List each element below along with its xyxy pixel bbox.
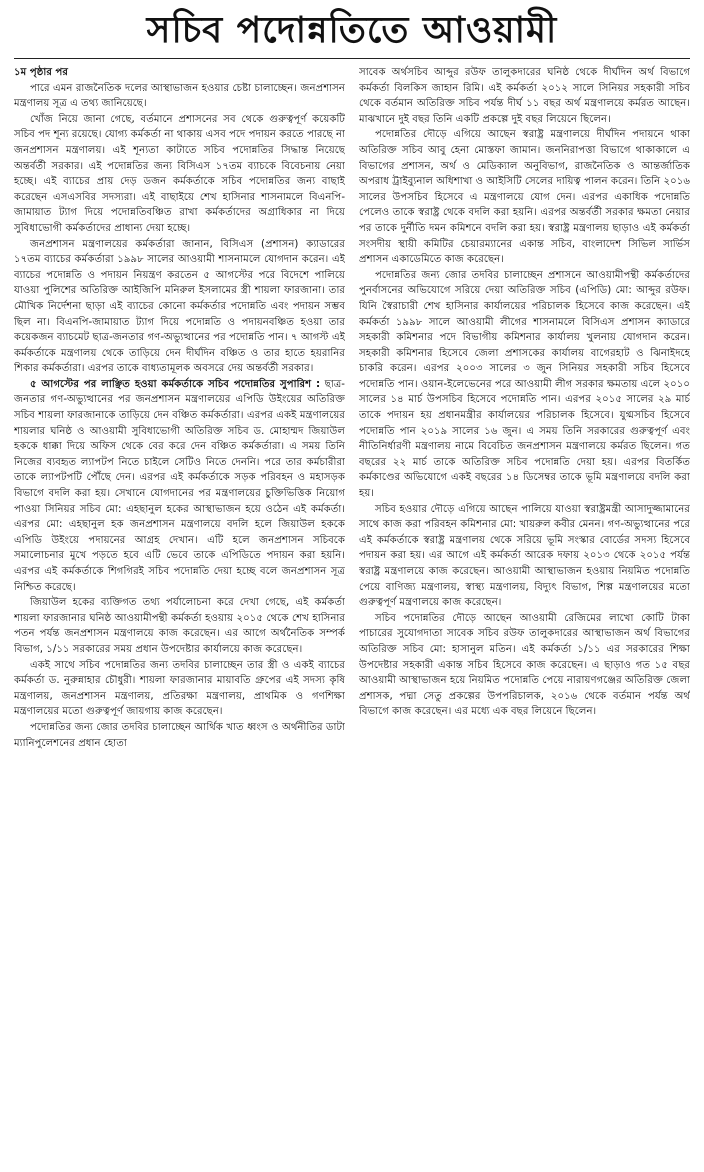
headline: সচিব পদোন্নতিতে আওয়ামী bbox=[146, 10, 558, 51]
headline-rule bbox=[14, 58, 690, 59]
article-paragraph: পারে এমন রাজনৈতিক দলের আস্থাভাজন হওয়ার চেষ্টা চালাচ্ছেন। জনপ্রশাসন মন্ত্রণালয় সূত্র এ তথ্য জানিয়েছে। bbox=[14, 82, 345, 110]
subhead-text: ছাত্র-জনতার গণ-অভ্যুত্থানের পর জনপ্রশাসন মন্ত্রণালয়ের এপিডি উইংয়ের অতিরিক্ত সচিব শায়লা ফারজানাকে তাড়িয়ে দেন বঞ্চিত কর্মকর্তারা। এরপর একই মন্ত্রণালয়ের শায়লার ঘনিষ্ঠ ও আওয়ামী সুবিধাভোগী অতিরিক্ত সচিব ড. মোহাম্মদ জিয়াউল হককে ধাক্কা দিয়ে অফিস থেকে বের করে দেন বঞ্চিত কর্মকর্তারা। এ সময় তিনি নিজের ব্যবহৃত ল্যাপটপ নিতে চাইলে সেটিও নিতে দেননি। পরে তার কর্মচারীরা তাকে ল্যাপটপটি পৌঁছে দেন। এরপর এই কর্মকর্তাকে সড়ক পরিবহন ও মহাসড়ক বিভাগে বদলি করা হয়। সেখানে যোগদানের পর মন্ত্রণালয়ের চুক্তিভিত্তিক নিয়োগ পাওয়া সিনিয়র সচিব মো: এহছানুল হকের আস্থাভাজন হয়ে ওঠেন এই কর্মকর্তা। এরপর মো: এহছানুল হক জনপ্রশাসন মন্ত্রণালয়ে বদলি হলে জিয়াউল হককে এপিডি উইংয়ে পদায়নের আগ্রহ দেখান। এটি হলে জনপ্রশাসন সচিবকে সমালোচনার মুখে পড়তে হবে এটি ভেবে তাকে এপিডিতে পদায়ন করা হয়নি। এরপর এই কর্মকর্তাকে শিগগিরই সচিব পদোন্নতি দেয়া হচ্ছে বলে জনপ্রশাসন সূত্র নিশ্চিত করেছে। bbox=[14, 378, 345, 593]
article-paragraph: সচিব হওয়ার দৌড়ে এগিয়ে আছেন পালিয়ে যাওয়া স্বরাষ্ট্রমন্ত্রী আসাদুজ্জামানের সাথে কাজ করা পরিবহন কমিশনার মো: খায়রুল কবীর মেনন। গণ-অভ্যুত্থানের পরে এই কর্মকর্তাকে স্বরাষ্ট্র মন্ত্রণালয় থেকে সরিয়ে ভূমি সংস্কার বোর্ডের সদস্য হিসেবে পদায়ন করা হয়। এর আগে এই কর্মকর্তা আরেক দফায় ২০১৩ থেকে ২০১৫ পর্যন্ত স্বরাষ্ট্র মন্ত্রণালয়ে কাজ করেছেন। আওয়ামী আস্থাভাজন হওয়ায় নিয়মিত পদোন্নতি পেয়ে বাণিজ্য মন্ত্রণালয়, স্বাস্থ্য মন্ত্রণালয়, বিদ্যুৎ বিভাগ, শিল্প মন্ত্রণালয়ের মতো গুরুত্বপূর্ণ মন্ত্রণালয়ে কাজ করেছেন। bbox=[359, 503, 690, 609]
article-paragraph: খোঁজ নিয়ে জানা গেছে, বর্তমানে প্রশাসনের সব থেকে গুরুত্বপূর্ণ কয়েকটি সচিব পদ শূন্য রয়েছে। যোগ্য কর্মকর্তা না থাকায় এসব পদে পদায়ন করতে পারছে না জনপ্রশাসন মন্ত্রণালয়। এই শূন্যতা কাটাতে সচিব পদোন্নতির সিদ্ধান্ত নিয়েছে অন্তর্বর্তী সরকার। এই পদোন্নতির জন্য বিসিএস ১৭তম ব্যাচকে বিবেচনায় নেয়া হচ্ছে। এই ব্যাচের প্রায় দেড় ডজন কর্মকর্তাকে সচিব পদোন্নতির জন্য বাছাই করেছেন এসএসবির সদস্যরা। এই বাছাইয়ে শেখ হাসিনার শাসনামলে বিএনপি-জামায়াত ট্যাগ দিয়ে পদোন্নতিবঞ্চিত রাখা কর্মকর্তাদের অগ্রাধিকার না দিয়ে সুবিধাভোগী কর্মকর্তাদের প্রাধান্য দেয়া হচ্ছে। bbox=[14, 113, 345, 234]
article-paragraph: সচিব পদোন্নতির দৌড়ে আছেন আওয়ামী রেজিমের লাখো কোটি টাকা পাচারের সুযোগদাতা সাবেক সচিব রউফ তালুকদারের আস্থাভাজন অর্থ বিভাগের অতিরিক্ত সচিব মো: হাসানুল মতিন। এই কর্মকর্তা ১/১১ এর সরকারের শিক্ষা উপদেষ্টার সহকারী একান্ত সচিব হিসেবে কাজ করেছেন। এ ছাড়াও গত ১৫ বছর আওয়ামী আস্থাভাজন হয়ে নিয়মিত পদোন্নতি পেয়ে নারায়ণগঞ্জের অতিরিক্ত জেলা প্রশাসক, পদ্মা সেতু প্রকল্পের উপপরিচালক, ২০১৬ থেকে বর্তমান পর্যন্ত অর্থ বিভাগে কাজ করেছেন। এর মধ্যে এক বছর লিয়েনে ছিলেন। bbox=[359, 612, 690, 718]
subhead-paragraph bbox=[14, 377, 345, 595]
continuation-line bbox=[14, 65, 345, 81]
article-paragraph: একই সাথে সচিব পদোন্নতির জন্য তদবির চালাচ্ছেন তার স্ত্রী ও একই ব্যাচের কর্মকর্তা ড. নুরুন্নাহার চৌধুরী। শায়লা ফারজানার মায়াবতি গ্রুপের এই সদস্য কৃষি মন্ত্রণালয়, জনপ্রশাসন মন্ত্রণালয়, প্রতিরক্ষা মন্ত্রণালয়, প্রাথমিক ও গণশিক্ষা মন্ত্রণালয়ের মতো গুরুত্বপূর্ণ জায়গায় কাজ করেছেন। bbox=[14, 659, 345, 718]
right-column bbox=[359, 65, 690, 1172]
article-paragraph: পদোন্নতির দৌড়ে এগিয়ে আছেন স্বরাষ্ট্র মন্ত্রণালয়ে দীর্ঘদিন পদায়নে থাকা অতিরিক্ত সচিব আবু হেনা মোস্তফা জামান। জননিরাপত্তা বিভাগে থাকাকালে এ বিভাগের প্রশাসন, অর্থ ও মেডিক্যাল অনুবিভাগ, রাজনৈতিক ও আন্তর্জাতিক অপরাধ ট্রাইব্যুনাল অধিশাখা ও আইসিটি সেলের দায়িত্ব পালন করেন। তিনি ২০১৬ সালের উপসচিব হিসেবে এ মন্ত্রণালয়ে যোগ দেন। এরপর একাধিক পদোন্নতি পেলেও তাকে স্বরাষ্ট্র থেকে বদলি করা হয়নি। এরপর অন্তর্বর্তী সরকার ক্ষমতা নেয়ার পর তাকে দুর্নীতি দমন কমিশনে বদলি করা হয়। স্বরাষ্ট্র মন্ত্রণালয় ছাড়াও এই কর্মকর্তা সংসদীয় স্থায়ী কমিটির চেয়ারম্যানের একান্ত সচিব, বাংলাদেশ সিভিল সার্ভিস প্রশাসন একাডেমিতে কাজ করেছেন। bbox=[359, 129, 690, 266]
article-paragraph: জিয়াউল হকের ব্যক্তিগত তথ্য পর্যালোচনা করে দেখা গেছে, এই কর্মকর্তা শায়লা ফারজানার ঘনিষ্ঠ আওয়ামীপন্থী কর্মকর্তা হওয়ায় ২০১৫ থেকে শেখ হাসিনার পতন পর্যন্ত জনপ্রশাসন মন্ত্রণালয়ে কাজ করেছেন। এর আগে অর্থনৈতিক সম্পর্ক বিভাগ, ১/১১ সরকারের সময় প্রধান উপদেষ্টার কার্যালয়ে কাজ করেছেন। bbox=[14, 597, 345, 655]
article-paragraph: পদোন্নতির জন্য জোর তদবির চালাচ্ছেন আর্থিক খাত ধ্বংস ও অর্থনীতির ডাটা ম্যানিপুলেশনের প্রধান হোতা bbox=[14, 721, 345, 749]
continued-from-label: ১ম পৃষ্ঠার পর bbox=[14, 67, 68, 78]
article-paragraph: জনপ্রশাসন মন্ত্রণালয়ের কর্মকর্তারা জানান, বিসিএস (প্রশাসন) ক্যাডারের ১৭তম ব্যাচের কর্মকর্তারা ১৯৯৮ সালের আওয়ামী শাসনামলে যোগদান করেন। এই ব্যাচের পদোন্নতি ও পদায়ন নিয়ন্ত্রণ করতেন ৫ আগস্টের পরে বিদেশে পালিয়ে যাওয়া পুলিশের অতিরিক্ত আইজিপি মনিরুল ইসলামের স্ত্রী শায়লা ফারজানা। তার মৌখিক নির্দেশনা ছাড়া এই ব্যাচের কোনো কর্মকর্তার পদোন্নতি এবং পদায়ন সম্ভব ছিল না। বিএনপি-জামায়াত ট্যাগ দিয়ে পদোন্নতি ও পদায়নবঞ্চিত হওয়া তার কয়েকজন ব্যাচমেট ছাত্র-জনতার গণ-অভ্যুত্থানের পর পদোন্নতি পান। ৭ আগস্ট এই কর্মকর্তাকে মন্ত্রণালয় থেকে তাড়িয়ে দেন দীর্ঘদিন বঞ্চিত ও তার হাতে হয়রানির শিকার কর্মকর্তারা। এরপর তাকে বাধ্যতামূলক অবসরে দেয় অন্তর্বর্তী সরকার। bbox=[14, 238, 345, 375]
article-paragraph: পদোন্নতির জন্য জোর তদবির চালাচ্ছেন প্রশাসনে আওয়ামীপন্থী কর্মকর্তাদের পুনর্বাসনের অভিযোগে সরিয়ে দেয়া অতিরিক্ত সচিব (এপিডি) মো: আব্দুর রউফ। যিনি স্বৈরাচারী শেখ হাসিনার কার্যালয়ের পরিচালক হিসেবে কাজ করেছেন। এই কর্মকর্তা ১৯৯৮ সালে আওয়ামী লীগের শাসনামলে বিসিএস প্রশাসন ক্যাডারে সহকারী কমিশনার পদে বিভাগীয় কমিশনার কার্যালয় খুলনায় যোগদান করেন। সহকারী কমিশনার হিসেবে জেলা প্রশাসকের কার্যালয় বাগেরহাট ও ঝিনাইদহে চাকরি করেন। এরপর ২০০৩ সালের ৩ জুন সিনিয়র সহকারী সচিব হিসেবে পদোন্নতি পান। ওয়ান-ইলেভেনের পরে আওয়ামী লীগ সরকার ক্ষমতায় এলে ২০১০ সালের ১৪ মার্চ উপসচিব হিসেবে পদোন্নতি পান। এরপর ২০১৫ সালের ২৯ মার্চ তাকে পদায়ন হয় প্রধানমন্ত্রীর কার্যালয়ের পরিচালক হিসেবে। যুগ্মসচিব হিসেবে পদোন্নতি পান ২০১৯ সালের ১৬ জুন। এ সময় তিনি সরকারের গুরুত্বপূর্ণ এবং নীতিনির্ধারণী মন্ত্রণালয় নামে বিবেচিত জনপ্রশাসন মন্ত্রণালয়ে কর্মরত ছিলেন। গত বছরের ২২ মার্চ তাকে অতিরিক্ত সচিব পদোন্নতি দেয়া হয়। এরপর বিতর্কিত কর্মকাণ্ডের অভিযোগে একই বছরের ১৪ ডিসেম্বর তাকে ভূমি মন্ত্রণালয়ে বদলি করা হয়। bbox=[359, 269, 690, 500]
article-paragraph: সাবেক অর্থসচিব আব্দুর রউফ তালুকদারের ঘনিষ্ঠ থেকে দীর্ঘদিন অর্থ বিভাগে কর্মকর্তা বিলকিস জাহান রিমি। এই কর্মকর্তা ২০১২ সালে সিনিয়র সহকারী সচিব থেকে বর্তমান অতিরিক্ত সচিব পর্যন্ত দীর্ঘ ১১ বছর অর্থ মন্ত্রণালয়ে কর্মরত আছেন। মাঝখানে দুই বছর তিনি একটি প্রকল্পে দুই বছর লিয়েনে ছিলেন। bbox=[359, 67, 690, 125]
left-column bbox=[14, 65, 345, 1172]
article-body bbox=[14, 65, 690, 1172]
subhead: ৫ আগস্টের পর লাঞ্ছিত হওয়া কর্মকর্তাকে সচিব পদোন্নতির সুপারিশ : bbox=[30, 378, 321, 390]
